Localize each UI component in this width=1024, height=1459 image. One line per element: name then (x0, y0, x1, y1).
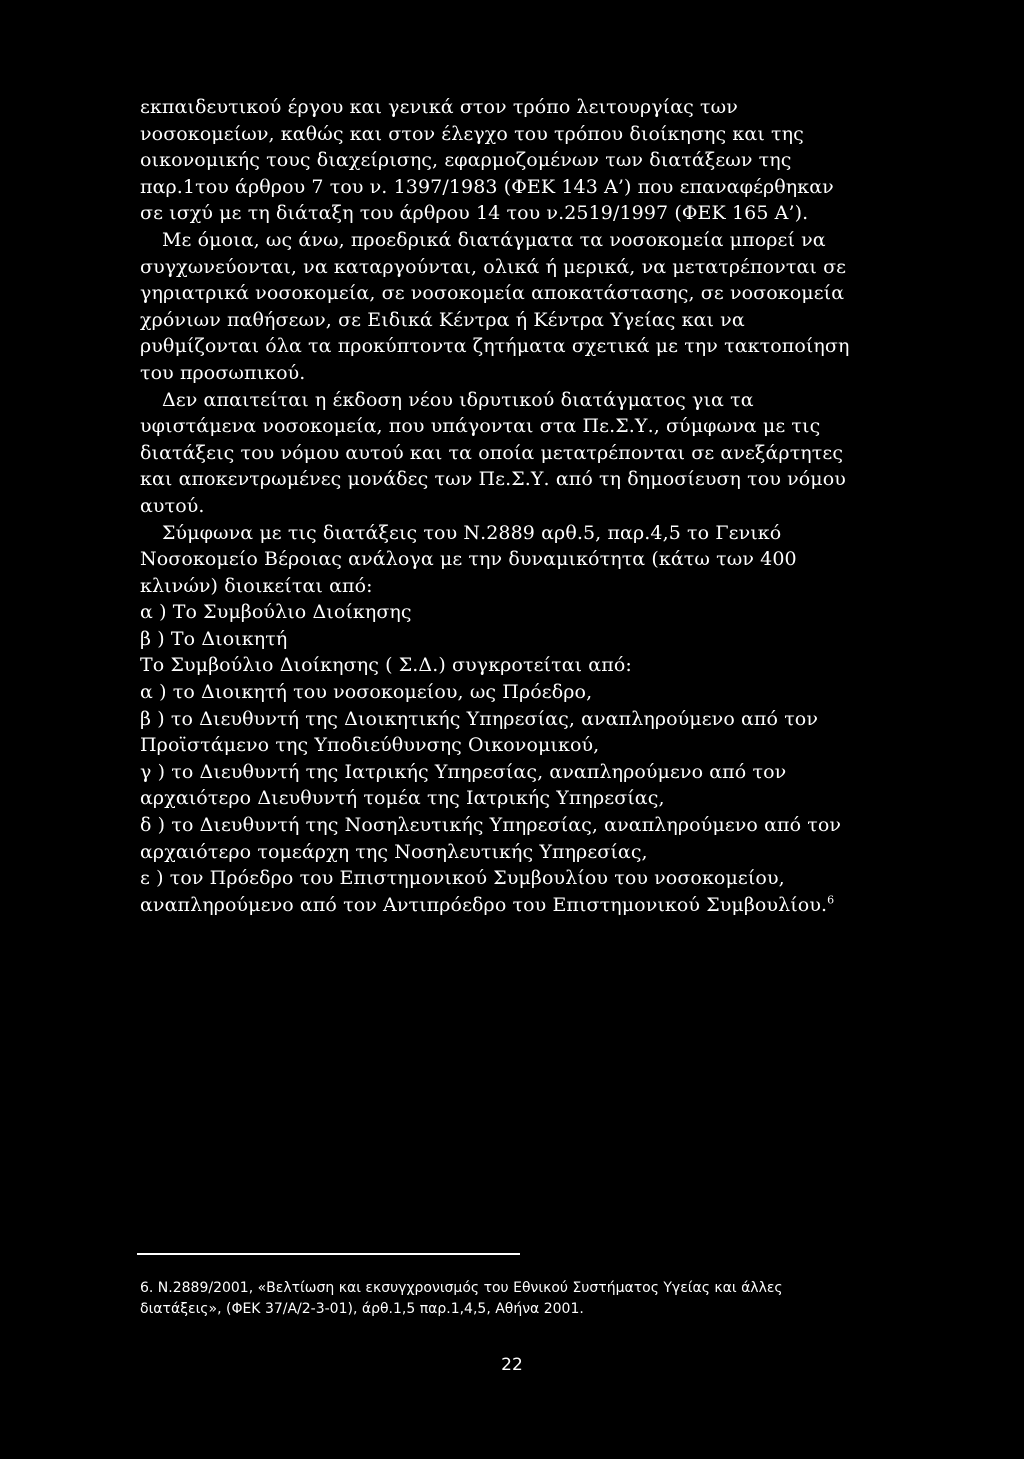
text-line: νοσοκομείων, καθώς και στον έλεγχο του τρόπου διοίκησης και της (140, 122, 804, 145)
text-line: Το Συμβούλιο Διοίκησης ( Σ.Δ.) συγκροτείται από: (140, 654, 632, 677)
text-line: Με όμοια, ως άνω, προεδρικά διατάγματα τα νοσοκομεία μπορεί να (162, 228, 826, 251)
paragraph-1 (140, 94, 880, 227)
text-line: αρχαιότερο Διευθυντή τομέα της Ιατρικής Υπηρεσίας, (140, 787, 665, 810)
text-line: Δεν απαιτείται η έκδοση νέου ιδρυτικού διατάγματος για τα (162, 388, 754, 411)
footnote-line: 6. Ν.2889/2001, «Βελτίωση και εκσυγχρονισμός του Εθνικού Συστήματος Υγείας και άλλες (140, 1280, 783, 1296)
list-item: β ) Το Διοικητή (140, 627, 288, 650)
text-line: εκπαιδευτικού έργου και γενικά στον τρόπο λειτουργίας των (140, 96, 738, 118)
text-line: Νοσοκομείο Βέροιας ανάλογα με την δυναμικότητα (κάτω των 400 (140, 548, 797, 571)
paragraph-3 (140, 387, 880, 520)
text-line: του προσωπικού. (140, 361, 306, 384)
text-line: χρόνιων παθήσεων, σε Ειδικά Κέντρα ή Κέντρα Υγείας και να (140, 308, 745, 331)
text-line: ρυθμίζονται όλα τα προκύπτοντα ζητήματα σχετικά με την τακτοποίηση (140, 335, 850, 358)
footnote (140, 1278, 900, 1320)
board-intro (140, 652, 880, 679)
list-item: α ) Το Συμβούλιο Διοίκησης (140, 601, 412, 624)
footnote-line: διατάξεις», (ΦΕΚ 37/Α/2-3-01), άρθ.1,5 παρ.1,4,5, Αθήνα 2001. (140, 1301, 584, 1317)
paragraph-2 (140, 227, 880, 387)
list-item: γ ) το Διευθυντή της Ιατρικής Υπηρεσίας, αναπληρούμενο από τον (140, 760, 787, 783)
text-line (140, 892, 880, 919)
list-item: ε ) τον Πρόεδρο του Επιστημονικού Συμβουλίου του νοσοκομείου, (140, 867, 785, 890)
text-line: και αποκεντρωμένες μονάδες των Πε.Σ.Υ. από τη δημοσίευση του νόμου (140, 468, 846, 491)
footnote-separator (137, 1253, 520, 1255)
list-item: β ) το Διευθυντή της Διοικητικής Υπηρεσίας, αναπληρούμενο από τον (140, 707, 818, 730)
text-line: σε ισχύ με τη διάταξη του άρθρου 14 του ν.2519/1997 (ΦΕΚ 165 Α’). (140, 202, 809, 225)
text-line: συγχωνεύονται, να καταργούνται, ολικά ή μερικά, να μετατρέπονται σε (140, 255, 847, 278)
text-line: αρχαιότερο τομεάρχη της Νοσηλευτικής Υπηρεσίας, (140, 840, 648, 863)
footnote-reference[interactable]: 6 (827, 893, 835, 907)
last-line-text: αναπληρούμενο από τον Αντιπρόεδρο του Επιστημονικού Συμβουλίου. (140, 893, 828, 916)
list-item: α ) το Διοικητή του νοσοκομείου, ως Πρόεδρο, (140, 681, 593, 704)
text-line: Προϊστάμενο της Υποδιεύθυνσης Οικονομικού, (140, 734, 600, 757)
text-line: Σύμφωνα με τις διατάξεις του Ν.2889 αρθ.5, παρ.4,5 το Γενικό (162, 521, 782, 544)
text-line: παρ.1του άρθρου 7 του ν. 1397/1983 (ΦΕΚ 143 Α’) που επαναφέρθηκαν (140, 175, 834, 198)
text-line: οικονομικής τους διαχείρισης, εφαρμοζομένων των διατάξεων της (140, 149, 792, 172)
text-line: γηριατρικά νοσοκομεία, σε νοσοκομεία αποκατάστασης, σε νοσοκομεία (140, 282, 845, 305)
paragraph-4 (140, 520, 880, 600)
text-line: διατάξεις του νόμου αυτού και τα οποία μετατρέπονται σε ανεξάρτητες (140, 441, 844, 464)
management-list (140, 599, 880, 652)
board-composition-list (140, 679, 880, 918)
text-line: αυτού. (140, 494, 205, 517)
list-item: δ ) το Διευθυντή της Νοσηλευτικής Υπηρεσίας, αναπληρούμενο από τον (140, 814, 842, 837)
text-line: κλινών) διοικείται από: (140, 574, 373, 597)
body-text (140, 94, 880, 918)
text-line: υφιστάμενα νοσοκομεία, που υπάγονται στα Πε.Σ.Υ., σύμφωνα με τις (140, 415, 821, 438)
page-number: 22 (501, 1355, 523, 1375)
